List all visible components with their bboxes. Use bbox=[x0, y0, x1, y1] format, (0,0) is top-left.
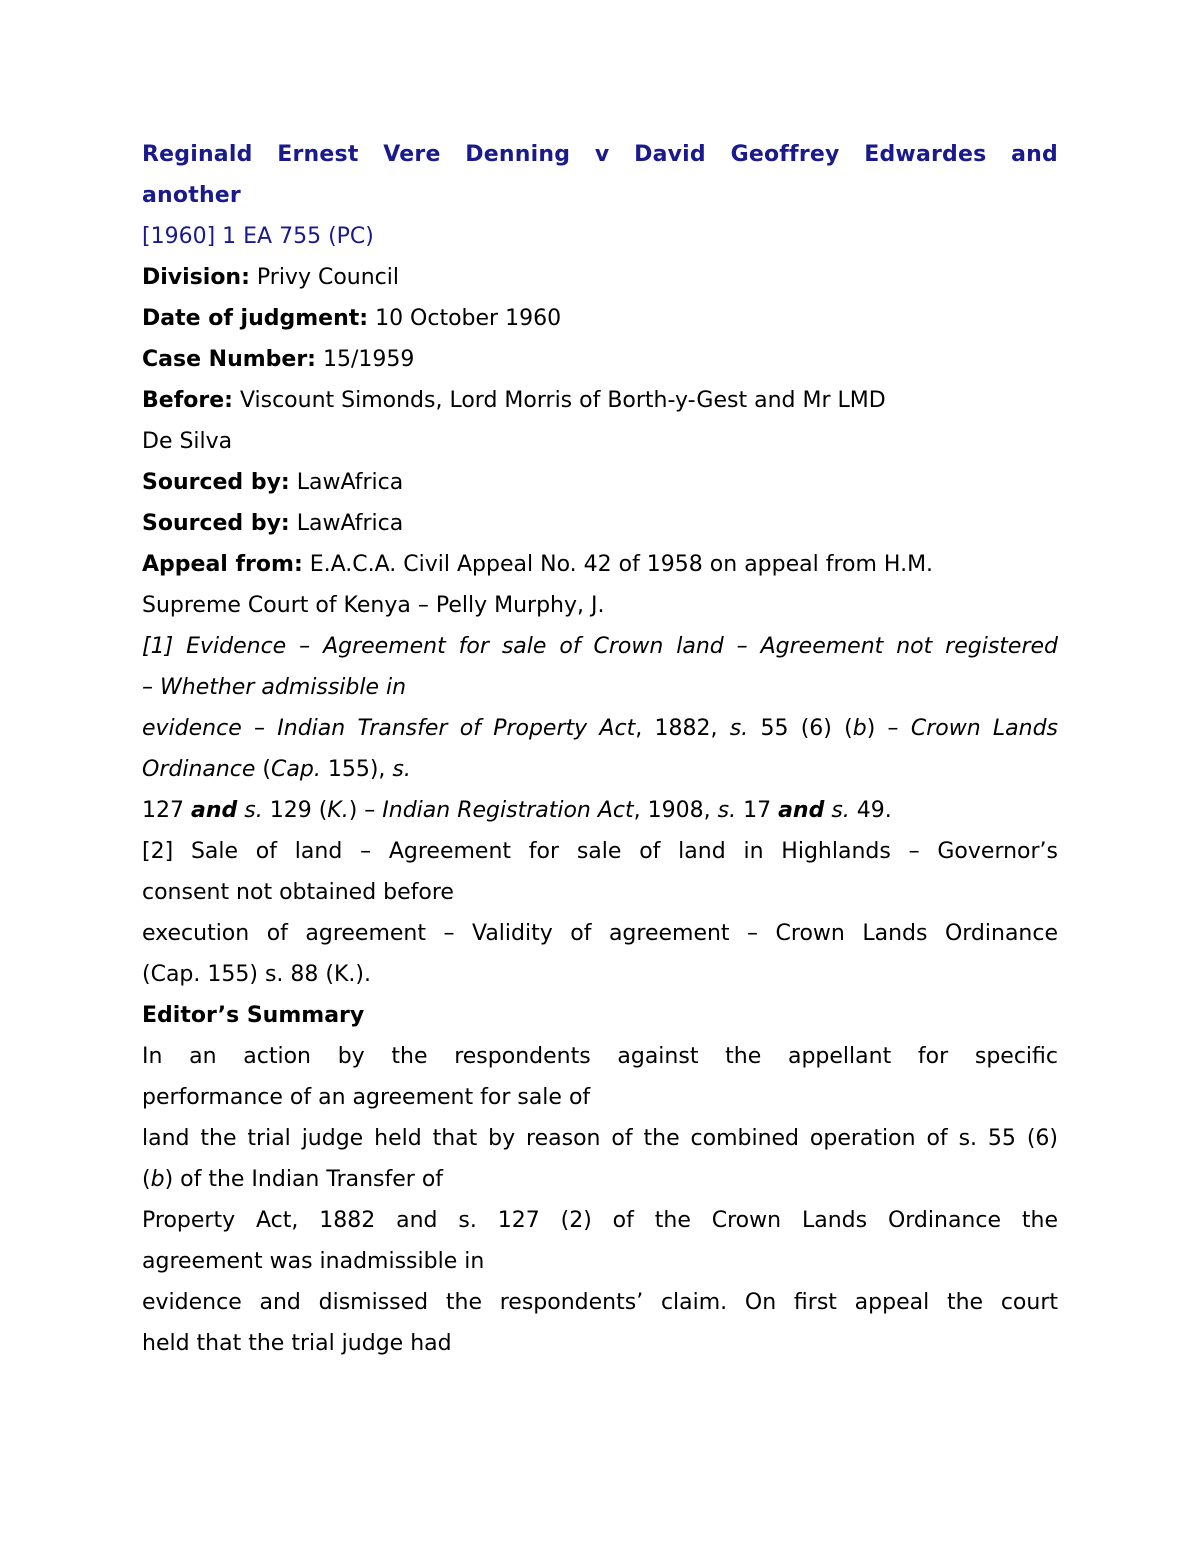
before-value-line-2: De Silva bbox=[142, 429, 233, 454]
summary-line-3: land the trial judge held that by reason of the combined operation of s. 55 (6) bbox=[142, 1126, 1058, 1151]
catchword-text: 129 ( bbox=[262, 798, 328, 823]
sourced-by-value: LawAfrica bbox=[289, 511, 404, 536]
date-row bbox=[142, 298, 1058, 339]
division-value: Privy Council bbox=[249, 265, 399, 290]
catchword-1-line-1: [1] Evidence – Agreement for sale of Crown land – Agreement not registered bbox=[142, 634, 1058, 659]
catchword-text: 49. bbox=[849, 798, 892, 823]
catchword-text: , 1882, bbox=[635, 716, 730, 741]
catchword-text: Cap. bbox=[271, 757, 321, 782]
catchword-text: 17 bbox=[736, 798, 779, 823]
catchword-2-line-4: (Cap. 155) s. 88 (K.). bbox=[142, 962, 371, 987]
summary-line-2: performance of an agreement for sale of bbox=[142, 1085, 591, 1110]
catchword-text: s. bbox=[831, 798, 850, 823]
summary-line-8: held that the trial judge had bbox=[142, 1331, 452, 1356]
case-number-row bbox=[142, 339, 1058, 380]
catchword-text: s. bbox=[717, 798, 737, 823]
catchword-text: K. bbox=[327, 798, 349, 823]
case-number-value: 15/1959 bbox=[315, 347, 415, 372]
summary-text: b bbox=[150, 1167, 165, 1192]
catchword-text: ( bbox=[255, 757, 272, 782]
sourced-by-label: Sourced by: bbox=[142, 511, 290, 536]
catchword-text: Crown Lands bbox=[910, 716, 1059, 741]
case-title-line-2: another bbox=[142, 183, 241, 208]
before-label: Before: bbox=[142, 388, 233, 413]
catchword-text: evidence – Indian Transfer of Property Act bbox=[142, 716, 636, 741]
before-value-line-1: Viscount Simonds, Lord Morris of Borth-y-Gest and Mr LMD bbox=[232, 388, 886, 413]
catchword-text: s. bbox=[244, 798, 263, 823]
summary-text: ( bbox=[142, 1167, 151, 1192]
before-row bbox=[142, 380, 1058, 421]
document-page bbox=[142, 134, 1058, 1364]
catchword-text: and bbox=[778, 798, 825, 823]
catchword-text: s. bbox=[729, 716, 749, 741]
appeal-from-value-line-1: E.A.C.A. Civil Appeal No. 42 of 1958 on appeal from H.M. bbox=[302, 552, 934, 577]
summary-heading: Editor’s Summary bbox=[142, 1003, 365, 1028]
case-title-line-1: Reginald Ernest Vere Denning v David Geoffrey Edwardes and bbox=[142, 142, 1058, 167]
summary-line-7: evidence and dismissed the respondents’ claim. On first appeal the court bbox=[142, 1290, 1058, 1315]
sourced-by-row-2 bbox=[142, 503, 1058, 544]
summary-line-1: In an action by the respondents against the appellant for specific bbox=[142, 1044, 1058, 1069]
appeal-from-value-line-2: Supreme Court of Kenya – Pelly Murphy, J. bbox=[142, 593, 605, 618]
summary-line-6: agreement was inadmissible in bbox=[142, 1249, 485, 1274]
appeal-from-label: Appeal from: bbox=[142, 552, 303, 577]
case-citation: [1960] 1 EA 755 (PC) bbox=[142, 224, 374, 249]
catchword-text: and bbox=[190, 798, 238, 823]
catchword-text: 155), bbox=[320, 757, 393, 782]
catchword-text: ) – bbox=[348, 798, 383, 823]
catchword-1-line-2: – Whether admissible in bbox=[142, 675, 407, 700]
catchword-text: ) – bbox=[866, 716, 911, 741]
catchword-text: Indian Registration Act bbox=[382, 798, 634, 823]
catchword-2-line-1: [2] Sale of land – Agreement for sale of land in Highlands – Governor’s bbox=[142, 839, 1058, 864]
division-label: Division: bbox=[142, 265, 250, 290]
summary-line-4 bbox=[142, 1159, 1058, 1200]
summary-text: ) of the Indian Transfer of bbox=[164, 1167, 444, 1192]
sourced-by-row-1 bbox=[142, 462, 1058, 503]
division-row bbox=[142, 257, 1058, 298]
catchword-text: s. bbox=[392, 757, 411, 782]
catchword-text: 55 (6) ( bbox=[748, 716, 853, 741]
summary-line-5: Property Act, 1882 and s. 127 (2) of the Crown Lands Ordinance the bbox=[142, 1208, 1058, 1233]
appeal-from-row bbox=[142, 544, 1058, 585]
catchword-2-line-2: consent not obtained before bbox=[142, 880, 454, 905]
catchword-1-line-4 bbox=[142, 749, 1058, 790]
catchword-text: , 1908, bbox=[633, 798, 718, 823]
date-label: Date of judgment: bbox=[142, 306, 369, 331]
catchword-text: Ordinance bbox=[142, 757, 256, 782]
case-number-label: Case Number: bbox=[142, 347, 316, 372]
catchword-text: b bbox=[852, 716, 867, 741]
catchword-1-line-5 bbox=[142, 790, 1058, 831]
date-value: 10 October 1960 bbox=[368, 306, 562, 331]
catchword-2-line-3: execution of agreement – Validity of agreement – Crown Lands Ordinance bbox=[142, 921, 1058, 946]
catchword-text: 127 bbox=[142, 798, 191, 823]
sourced-by-label: Sourced by: bbox=[142, 470, 290, 495]
sourced-by-value: LawAfrica bbox=[289, 470, 404, 495]
catchword-1-line-3 bbox=[142, 708, 1058, 749]
